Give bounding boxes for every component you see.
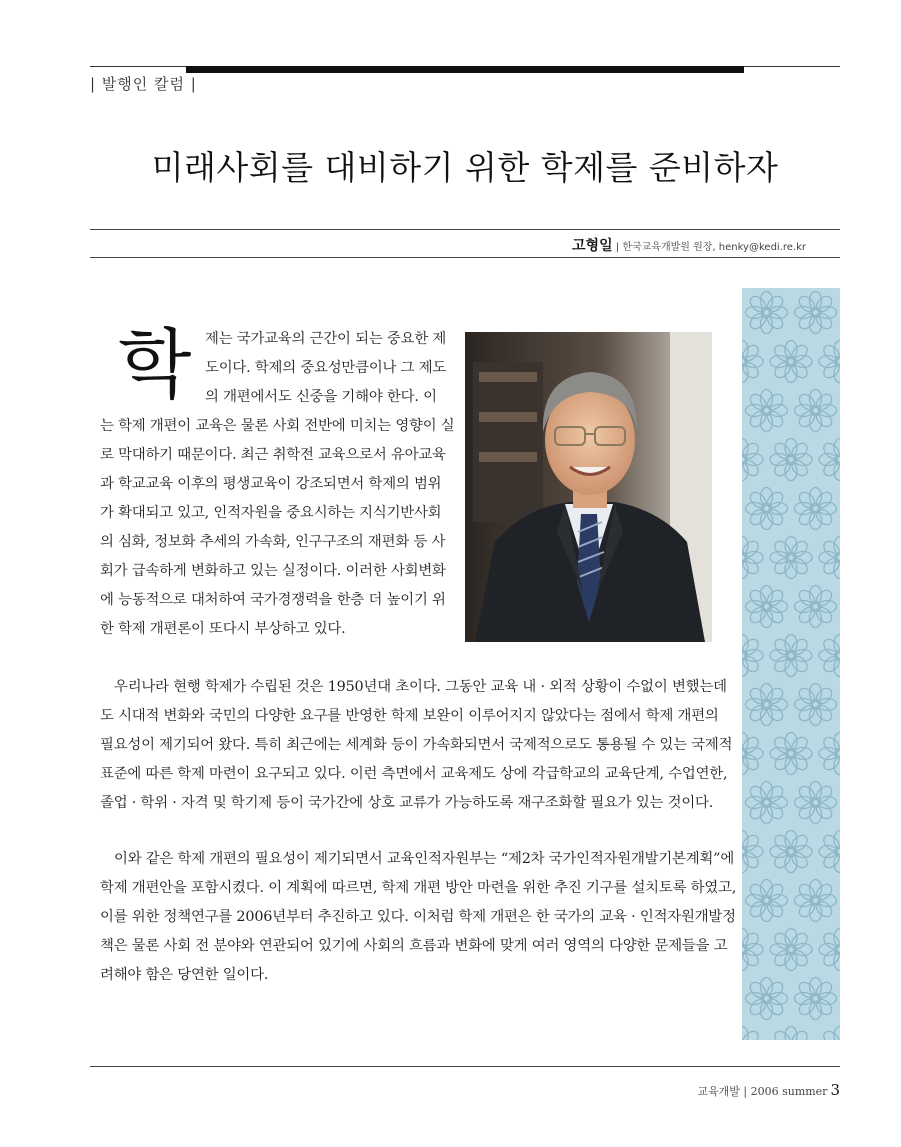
page-number: 3 [830, 1081, 840, 1099]
text-line: 려해야 함은 당연한 일이다. [100, 967, 269, 983]
paragraph-1-intro [205, 325, 460, 412]
text-line: 에 능동적으로 대처하여 국가경쟁력을 한층 더 높이기 위 [100, 592, 446, 608]
text-line: 도이다. 학제의 중요성만큼이나 그 제도 [205, 360, 447, 376]
author-name: 고형일 [572, 238, 613, 254]
byline-rule-top [90, 229, 840, 230]
text-line: 한 학제 개편론이 또다시 부상하고 있다. [100, 621, 346, 637]
text-line: 는 학제 개편이 교육은 물론 사회 전반에 미치는 영향이 실 [100, 418, 455, 434]
text-line: 표준에 따른 학제 마련이 요구되고 있다. 이런 측면에서 교육제도 상에 각급학교의 교육단계, 수업연한, [100, 766, 728, 782]
text-line: 학제 개편안을 포함시켰다. 이 계획에 따르면, 학제 개편 방안 마련을 위한 추진 기구를 설치토록 하였고, [100, 880, 737, 896]
portrait-image [465, 332, 712, 642]
text-line: 의 심화, 정보화 추세의 가속화, 인구구조의 재편화 등 사 [100, 534, 446, 550]
header-bar [186, 66, 744, 73]
paragraph-3 [100, 845, 737, 990]
byline-rule-bottom [90, 257, 840, 258]
text-line: 과 학교교육 이후의 평생교육이 강조되면서 학제의 범위 [100, 476, 442, 492]
author-portrait [465, 332, 712, 642]
text-line: 도 시대적 변화와 국민의 다양한 요구를 반영한 학제 보완이 이루어지지 않았다는 점에서 학제 개편의 [100, 708, 719, 724]
text-line: 졸업 · 학위 · 자격 및 학기제 등이 국가간에 상호 교류가 가능하도록 재구조화할 필요가 있는 것이다. [100, 795, 714, 811]
text-line: 이를 위한 정책연구를 2006년부터 추진하고 있다. 이처럼 학제 개편은 한 국가의 교육 · 인적자원개발정 [100, 909, 736, 925]
flower-pattern-svg [742, 288, 840, 1040]
text-line: 책은 물론 사회 전 분야와 연관되어 있기에 사회의 흐름과 변화에 맞게 여러 영역의 다양한 문제들을 고 [100, 938, 728, 954]
footer-rule [90, 1066, 840, 1067]
text-line: 제는 국가교육의 근간이 되는 중요한 제 [205, 331, 447, 347]
decorative-flower-pattern [742, 288, 840, 1040]
publication-info: 교육개발 | 2006 summer [697, 1085, 828, 1098]
drop-cap: 학 [118, 320, 192, 409]
section-label: | 발행인 칼럼 | [90, 75, 197, 93]
article-title: 미래사회를 대비하기 위한 학제를 준비하자 [151, 148, 779, 187]
paragraph-2 [100, 673, 733, 818]
text-line: 이와 같은 학제 개편의 필요성이 제기되면서 교육인적자원부는 “제2차 국가인적자원개발기본계획”에 [114, 851, 735, 867]
author-info: | 한국교육개발원 원장, henky@kedi.re.kr [612, 242, 806, 253]
footer [600, 1081, 840, 1099]
text-line: 가 확대되고 있고, 인적자원을 중요시하는 지식기반사회 [100, 505, 442, 521]
text-line: 회가 급속하게 변화하고 있는 실정이다. 이러한 사회변화 [100, 563, 446, 579]
byline [90, 235, 806, 255]
text-line: 로 막대하기 때문이다. 최근 취학전 교육으로서 유아교육 [100, 447, 446, 463]
text-line: 필요성이 제기되어 왔다. 특히 최근에는 세계화 등이 가속화되면서 국제적으로도 통용될 수 있는 국제적 [100, 737, 733, 753]
text-line: 우리나라 현행 학제가 수립된 것은 1950년대 초이다. 그동안 교육 내 · 외적 상황이 수없이 변했는데 [114, 679, 727, 695]
text-line: 의 개편에서도 신중을 기해야 한다. 이 [205, 389, 437, 405]
paragraph-1 [100, 412, 460, 644]
